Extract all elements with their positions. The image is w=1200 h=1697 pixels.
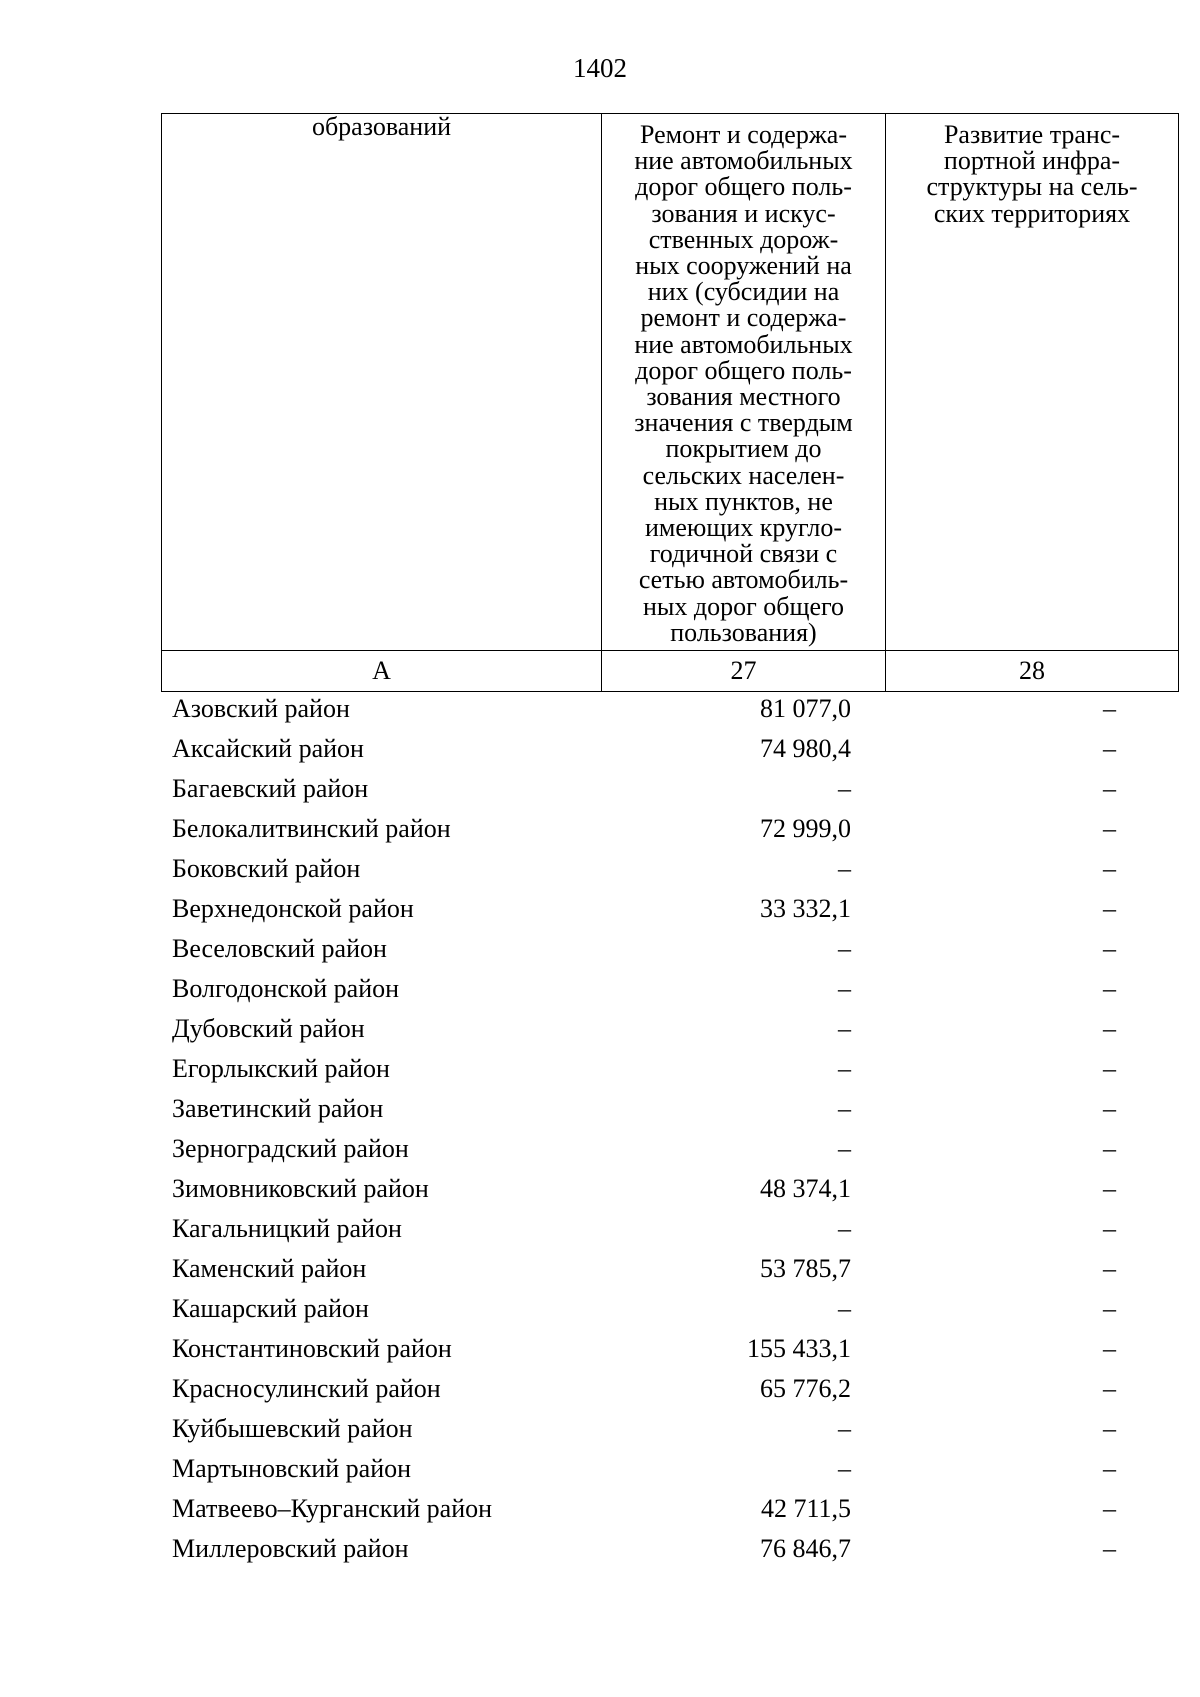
cell-col-27-value: 65 776,2: [760, 1374, 851, 1403]
district-name: Кагальницкий район: [172, 1214, 402, 1243]
district-name: Зерноградский район: [172, 1134, 409, 1163]
col-number-27: 27: [602, 651, 886, 692]
cell-col-27-value: –: [838, 854, 851, 883]
cell-col-27: [600, 1329, 863, 1369]
cell-col-28-value: –: [1103, 894, 1116, 923]
cell-col-27: [600, 1249, 863, 1289]
cell-col-28: [863, 1489, 1127, 1529]
cell-col-28: [863, 929, 1127, 969]
district-name: Зимовниковский район: [172, 1174, 429, 1203]
cell-col-28: [863, 769, 1127, 809]
cell-col-27-value: 48 374,1: [760, 1174, 851, 1203]
district-name: Боковский район: [172, 854, 361, 883]
cell-col-27: [600, 1449, 863, 1489]
cell-col-28: [863, 1329, 1127, 1369]
cell-col-28-value: –: [1103, 1454, 1116, 1483]
cell-col-27-value: 155 433,1: [747, 1334, 851, 1363]
district-name: Верхнедонской район: [172, 894, 414, 923]
table-row: [161, 1529, 1127, 1569]
district-name: Мартыновский район: [172, 1454, 412, 1483]
cell-col-27: [600, 1529, 863, 1569]
cell-col-28-value: –: [1103, 854, 1116, 883]
cell-col-27-value: 42 711,5: [760, 1494, 851, 1523]
cell-col-28-value: –: [1103, 1414, 1116, 1443]
cell-col-28-value: –: [1103, 1374, 1116, 1403]
table-row: [161, 1489, 1127, 1529]
district-name: Миллеровский район: [172, 1534, 409, 1563]
table-row: [161, 1129, 1127, 1169]
cell-col-27: [600, 1009, 863, 1049]
district-name: Красносулинский район: [172, 1374, 441, 1403]
cell-col-28-value: –: [1103, 1174, 1116, 1203]
cell-col-28-value: –: [1103, 694, 1116, 723]
cell-col-28: [863, 969, 1127, 1009]
district-name: Азовский район: [172, 694, 350, 723]
cell-col-27: [600, 729, 863, 769]
table-row: [161, 969, 1127, 1009]
cell-col-28-value: –: [1103, 1294, 1116, 1323]
cell-col-27-value: –: [838, 774, 851, 803]
cell-col-27: [600, 1089, 863, 1129]
table-row: [161, 1049, 1127, 1089]
district-name: Егорлыкский район: [172, 1054, 390, 1083]
cell-col-27: [600, 889, 863, 929]
header-col-a: образований: [162, 114, 602, 651]
cell-col-27: [600, 969, 863, 1009]
table-row: [161, 1449, 1127, 1489]
cell-col-27: [600, 1129, 863, 1169]
cell-col-28-value: –: [1103, 1534, 1116, 1563]
table-row: [161, 849, 1127, 889]
table-row: [161, 1209, 1127, 1249]
table-row: [161, 769, 1127, 809]
district-name: Константиновский район: [172, 1334, 452, 1363]
district-name: Каменский район: [172, 1254, 367, 1283]
cell-col-28: [863, 849, 1127, 889]
cell-col-27-value: 53 785,7: [760, 1254, 851, 1283]
cell-col-27: [600, 1409, 863, 1449]
district-name: Кашарский район: [172, 1294, 369, 1323]
table-row: [161, 1169, 1127, 1209]
cell-col-27: [600, 1169, 863, 1209]
cell-col-28-value: –: [1103, 1014, 1116, 1043]
cell-col-27: [600, 1369, 863, 1409]
table-row: [161, 1369, 1127, 1409]
header-row: [162, 114, 1179, 651]
district-name: Дубовский район: [172, 1014, 365, 1043]
header-col-28: Развитие транс- портной инфра- структуры на сель- ских территориях: [886, 114, 1179, 651]
page-number: 1402: [573, 53, 627, 83]
cell-col-28: [863, 1289, 1127, 1329]
cell-col-28: [863, 1209, 1127, 1249]
cell-col-28: [863, 1449, 1127, 1489]
table-row: [161, 729, 1127, 769]
cell-col-27-value: 76 846,7: [760, 1534, 851, 1563]
cell-col-28-value: –: [1103, 934, 1116, 963]
cell-col-27-value: –: [838, 1214, 851, 1243]
district-name: Аксайский район: [172, 734, 364, 763]
cell-col-28-value: –: [1103, 1214, 1116, 1243]
column-number-row: [162, 651, 1179, 692]
cell-col-27: [600, 1289, 863, 1329]
cell-col-27-value: –: [838, 1094, 851, 1123]
cell-col-28-value: –: [1103, 1494, 1116, 1523]
cell-col-27: [600, 929, 863, 969]
cell-col-27-value: –: [838, 1134, 851, 1163]
cell-col-28: [863, 1529, 1127, 1569]
header-col-27: Ремонт и содержа- ние автомобильных дорог общего поль- зования и искус- ственных дорож- ных сооружений на них (субсидии на ремонт и содержа- ние автомобильных дорог общего поль- зования местного значения с твердым покрытием до сельских населен- ных пунктов, не имеющих кругло- годичной связи с сетью автомобиль- ных дорог общего пользования): [602, 114, 886, 651]
cell-col-28: [863, 1409, 1127, 1449]
table-row: [161, 1329, 1127, 1369]
district-name: Матвеево–Курганский район: [172, 1494, 493, 1523]
cell-col-27: [600, 1209, 863, 1249]
cell-col-27-value: –: [838, 1014, 851, 1043]
table-row: [161, 1249, 1127, 1289]
cell-col-28: [863, 889, 1127, 929]
cell-col-28: [863, 689, 1127, 729]
cell-col-28-value: –: [1103, 974, 1116, 1003]
table-row: [161, 1409, 1127, 1449]
cell-col-27: [600, 1489, 863, 1529]
cell-col-27-value: 72 999,0: [760, 814, 851, 843]
cell-col-28: [863, 1009, 1127, 1049]
district-name: Куйбышевский район: [172, 1414, 413, 1443]
cell-col-28-value: –: [1103, 1254, 1116, 1283]
cell-col-27: [600, 1049, 863, 1089]
cell-col-27-value: –: [838, 934, 851, 963]
cell-col-28: [863, 1049, 1127, 1089]
cell-col-28: [863, 1369, 1127, 1409]
cell-col-28: [863, 1249, 1127, 1289]
table-row: [161, 689, 1127, 729]
cell-col-27-value: –: [838, 1454, 851, 1483]
district-name: Заветинский район: [172, 1094, 384, 1123]
cell-col-28: [863, 1169, 1127, 1209]
cell-col-27-value: 33 332,1: [760, 894, 851, 923]
table-header: [161, 113, 1179, 692]
cell-col-27: [600, 689, 863, 729]
col-number-28: 28: [886, 651, 1179, 692]
table-row: [161, 889, 1127, 929]
cell-col-28-value: –: [1103, 1094, 1116, 1123]
cell-col-28-value: –: [1103, 774, 1116, 803]
district-name: Белокалитвинский район: [172, 814, 451, 843]
district-name: Веселовский район: [172, 934, 387, 963]
table-row: [161, 929, 1127, 969]
col-number-a: А: [162, 651, 602, 692]
cell-col-27: [600, 809, 863, 849]
cell-col-28-value: –: [1103, 1134, 1116, 1163]
cell-col-28: [863, 809, 1127, 849]
district-name: Багаевский район: [172, 774, 369, 803]
cell-col-28-value: –: [1103, 814, 1116, 843]
table-row: [161, 1289, 1127, 1329]
cell-col-27-value: 74 980,4: [760, 734, 851, 763]
cell-col-27-value: –: [838, 1294, 851, 1323]
cell-col-27-value: –: [838, 974, 851, 1003]
table-row: [161, 809, 1127, 849]
cell-col-27-value: –: [838, 1054, 851, 1083]
cell-col-28-value: –: [1103, 734, 1116, 763]
cell-col-28: [863, 1129, 1127, 1169]
table-row: [161, 1009, 1127, 1049]
district-name: Волгодонской район: [172, 974, 400, 1003]
cell-col-27-value: 81 077,0: [760, 694, 851, 723]
cell-col-27: [600, 849, 863, 889]
cell-col-28: [863, 1089, 1127, 1129]
cell-col-28-value: –: [1103, 1334, 1116, 1363]
table-body: [161, 689, 1127, 1569]
cell-col-28-value: –: [1103, 1054, 1116, 1083]
cell-col-27-value: –: [838, 1414, 851, 1443]
table-row: [161, 1089, 1127, 1129]
cell-col-27: [600, 769, 863, 809]
cell-col-28: [863, 729, 1127, 769]
